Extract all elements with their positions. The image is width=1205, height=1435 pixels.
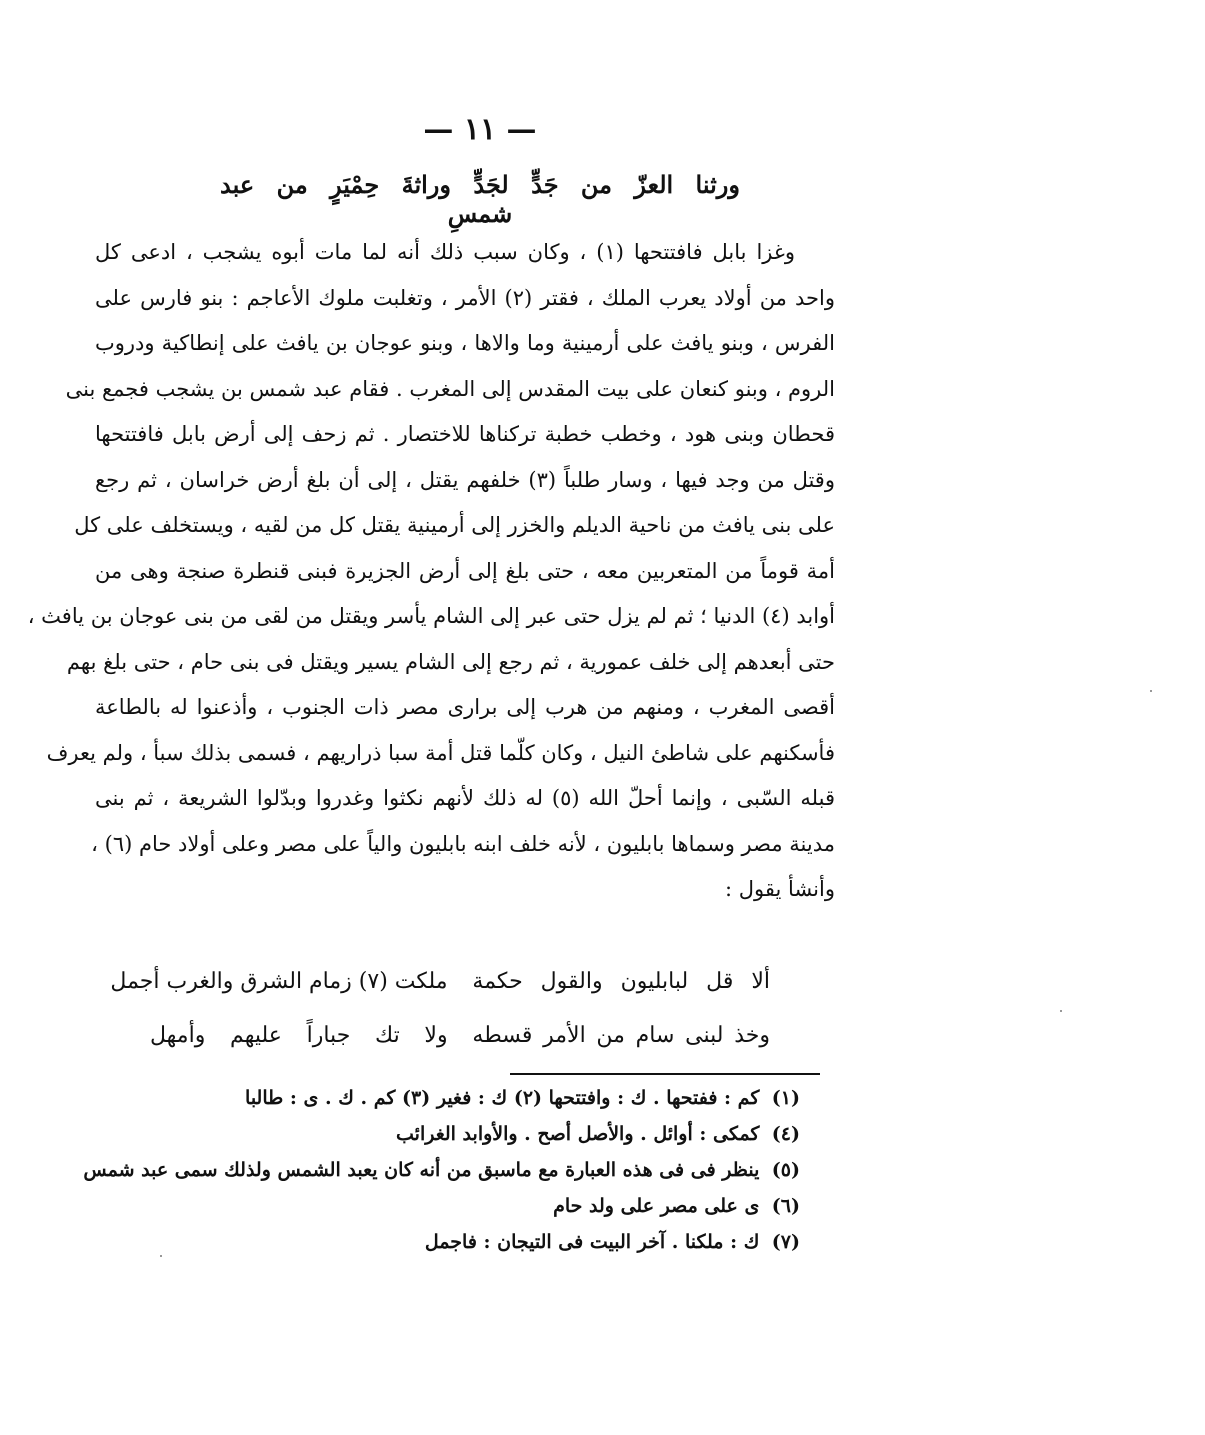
- body-line: حتى أبعدهم إلى خلف عمورية ، ثم رجع إلى الشام يسير ويقتل فى بنى حام ، حتى بلغ بهم: [66, 649, 835, 674]
- body-line: قحطان وبنى هود ، وخطب خطبة تركناها للاختصار . ثم زحف إلى أرض بابل فافتتحها: [95, 422, 835, 446]
- poem-verse: [150, 1009, 770, 1063]
- poem: [110, 955, 770, 1063]
- footnotes: [83, 1080, 800, 1260]
- body-line: مدينة مصر وسماها بابليون ، لأنه خلف ابنه بابليون والياً على مصر وعلى أولاد حام (٦) ،: [91, 831, 835, 856]
- body-line: وقتل من وجد فيها ، وسار طلباً (٣) خلفهم يقتل ، إلى أن بلغ أرض خراسان ، ثم رجع: [95, 467, 835, 492]
- footnote-divider: [510, 1073, 820, 1075]
- scan-speck: [1150, 690, 1152, 692]
- opening-verse: ورثنا العزّ من جَدٍّ لجَدٍّ وراثةَ حِمْيَرٍ من عبد شمسِ: [220, 170, 740, 228]
- footnote-text: ينظر فى فى هذه العبارة مع ماسبق من أنه كان يعبد الشمس ولذلك سمى عبد شمس: [83, 1159, 760, 1181]
- footnote-text: كمكى : أوائل . والأصل أصح . والأوابد الغرائب: [396, 1123, 760, 1145]
- body-text: [27, 230, 835, 913]
- footnote-number: (٦): [771, 1195, 800, 1217]
- footnote: [100, 1188, 800, 1224]
- footnote-number: (٧): [771, 1231, 800, 1253]
- scan-speck: [1060, 1010, 1062, 1012]
- body-line: أمة قوماً من المتعربين معه ، حتى بلغ إلى أرض الجزيرة فبنى قنطرة صنجة وهى من: [95, 558, 835, 583]
- body-line: وأنشأ يقول :: [725, 877, 835, 901]
- poem-hemistich-second: ملكت (٧) زمام الشرق والغرب أجمل: [110, 969, 448, 994]
- footnote: [100, 1116, 800, 1152]
- poem-verse: [110, 955, 770, 1009]
- poem-hemistich-first: وخذ لبنى سام من الأمر قسطه: [472, 1023, 770, 1048]
- body-line: الفرس ، وبنو يافث على أرمينية وما والاها ، وبنو عوجان بن يافث على إنطاكية ودروب: [95, 331, 835, 355]
- footnote-number: (٥): [771, 1159, 800, 1181]
- poem-hemistich-first: ألا قل لبابليون والقول حكمة: [472, 969, 770, 994]
- body-line: قبله السّبى ، وإنما أحلّ الله (٥) له ذلك لأنهم نكثوا وغدروا وبدّلوا الشريعة ، ثم بنى: [95, 786, 835, 810]
- body-line: أقصى المغرب ، ومنهم من هرب إلى برارى مصر ذات الجنوب ، وأذعنوا له بالطاعة: [95, 695, 835, 719]
- body-line: واحد من أولاد يعرب الملك ، فقتر (٢) الأمر ، وتغلبت ملوك الأعاجم : بنو فارس على: [95, 285, 835, 310]
- footnote-text: ك : ملكنا . آخر البيت فى التيجان : فاجمل: [424, 1231, 760, 1253]
- footnote-number: (٤): [771, 1123, 800, 1145]
- page-number: — ١١ —: [423, 112, 537, 147]
- footnote-text: ى على مصر على ولد حام: [553, 1195, 760, 1217]
- poem-hemistich-second: ولا تك جباراً عليهم وأمهل: [150, 1023, 448, 1048]
- body-line: وغزا بابل فافتتحها (١) ، وكان سبب ذلك أنه لما مات أبوه يشجب ، ادعى كل: [95, 240, 795, 264]
- body-line: الروم ، وبنو كنعان على بيت المقدس إلى المغرب . فقام عبد شمس بن يشجب فجمع بنى: [65, 376, 835, 401]
- body-line: أوابد (٤) الدنيا ؛ ثم لم يزل حتى عبر إلى الشام يأسر ويقتل من لقى من بنى عوجان بن يافث ،: [27, 604, 835, 628]
- footnote: [100, 1080, 800, 1116]
- footnote-text: كم : ففتحها . ك : وافتتحها (٢) ك : فغير (٣) كم . ك . ى : طالبا: [245, 1087, 760, 1109]
- footnote: [83, 1152, 800, 1188]
- scan-speck: [160, 1255, 162, 1257]
- footnote: [100, 1224, 800, 1260]
- body-line: على بنى يافث من ناحية الديلم والخزر إلى أرمينية يقتل كل من لقيه ، ويستخلف على كل: [74, 513, 835, 537]
- body-line: فأسكنهم على شاطئ النيل ، وكان كلّما قتل أمة سبا ذراريهم ، فسمى بذلك سبأ ، ولم يعرف: [46, 740, 835, 765]
- footnote-number: (١): [771, 1087, 800, 1109]
